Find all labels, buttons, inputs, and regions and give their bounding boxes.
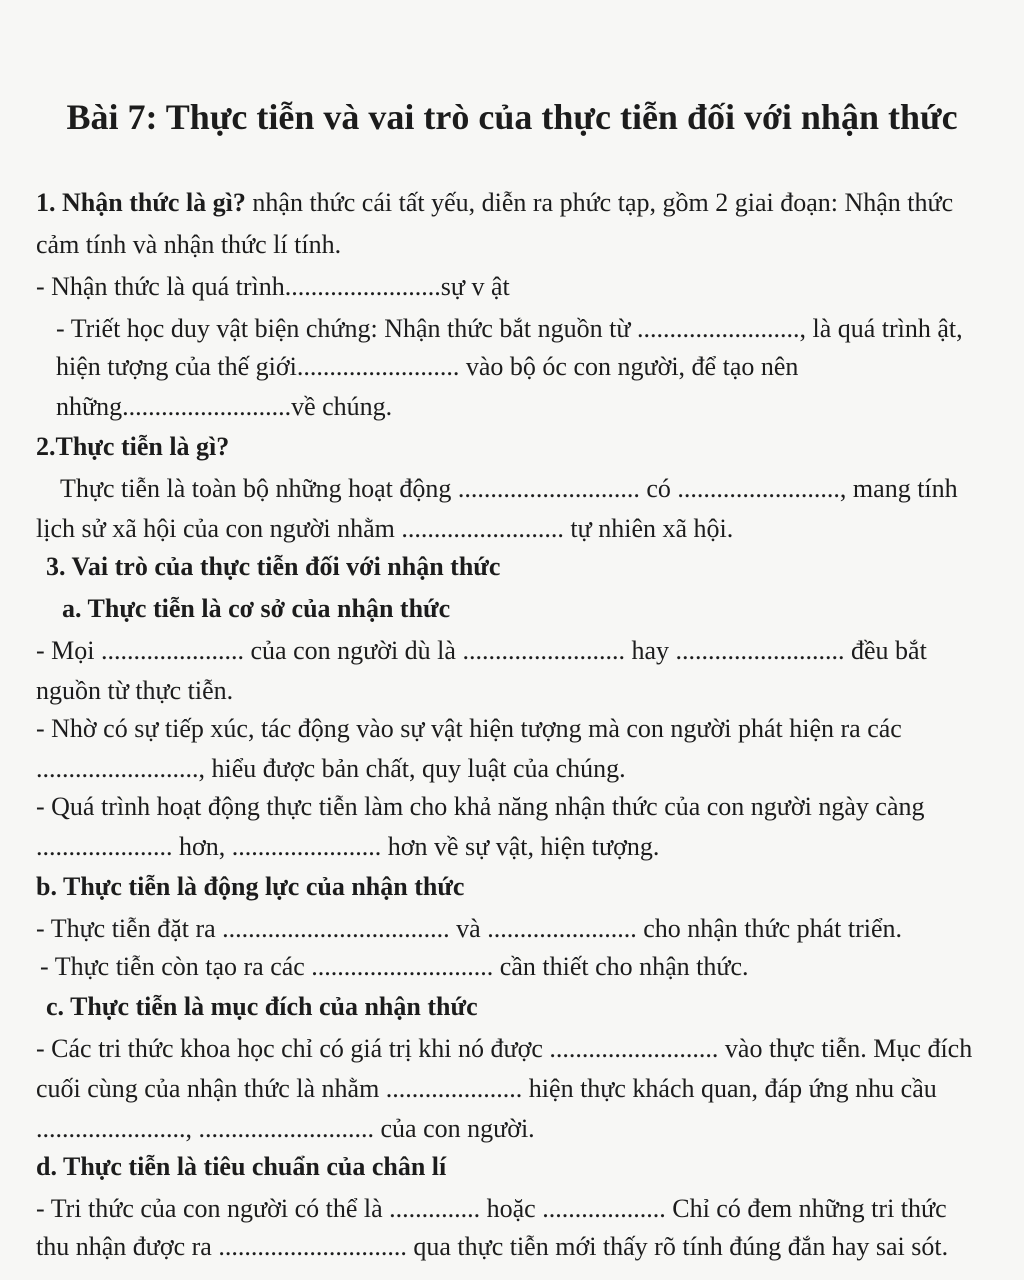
section-3a-line-5: - Quá trình hoạt động thực tiễn làm cho khả năng nhận thức của con người ngày càng	[36, 792, 925, 821]
section-1-line-5: hiện tượng của thế giới......................... vào bộ óc con người, để tạo nên	[56, 352, 799, 381]
section-2-line-1: Thực tiễn là toàn bộ những hoạt động ............................ có ........................., mang tính	[60, 474, 958, 503]
section-3c-line-1: - Các tri thức khoa học chỉ có giá trị khi nó được .......................... vào thực tiễn. Mục đích	[36, 1034, 973, 1063]
page-title: Bài 7: Thực tiễn và vai trò của thực tiễn đối với nhận thức	[66, 97, 958, 137]
section-3d-heading: d. Thực tiễn là tiêu chuẩn của chân lí	[36, 1152, 447, 1181]
section-1-line-4: - Triết học duy vật biện chứng: Nhận thức bắt nguồn từ ........................., là quá trình ật,	[56, 314, 963, 343]
section-3b-line-2: - Thực tiễn còn tạo ra các ............................ cần thiết cho nhận thức.	[40, 952, 749, 981]
section-1-intro-text: nhận thức cái tất yếu, diễn ra phức tạp, gồm 2 giai đoạn: Nhận thức	[245, 188, 954, 217]
section-3c-line-3: ......................., ........................... của con người.	[36, 1114, 535, 1143]
section-3a-line-2: nguồn từ thực tiễn.	[36, 676, 234, 705]
section-3b-heading: b. Thực tiễn là động lực của nhận thức	[36, 872, 465, 901]
section-3b-line-1: - Thực tiễn đặt ra ................................... và ....................... cho nhận thức phát triển.	[36, 914, 903, 943]
section-3d-line-2: thu nhận được ra ............................. qua thực tiễn mới thấy rõ tính đúng đắn hay sai sót.	[36, 1232, 949, 1261]
section-1-intro	[36, 186, 953, 220]
section-2-heading: 2.Thực tiễn là gì?	[36, 432, 230, 461]
section-3a-line-4: ........................., hiểu được bản chất, quy luật của chúng.	[36, 754, 626, 783]
section-3a-line-1: - Mọi ...................... của con người dù là ......................... hay .......................... đều bắt	[36, 636, 927, 665]
section-3-heading: 3. Vai trò của thực tiễn đối với nhận thức	[46, 552, 501, 581]
section-3c-heading: c. Thực tiễn là mục đích của nhận thức	[46, 992, 478, 1021]
section-3c-line-2: cuối cùng của nhận thức là nhằm ..................... hiện thực khách quan, đáp ứng nhu cầu	[36, 1074, 937, 1103]
section-1-line-6: những..........................về chúng.	[56, 392, 393, 421]
section-3a-line-3: - Nhờ có sự tiếp xúc, tác động vào sự vật hiện tượng mà con người phát hiện ra các	[36, 714, 902, 743]
section-1-line-2: cảm tính và nhận thức lí tính.	[36, 230, 342, 259]
section-3a-heading: a. Thực tiễn là cơ sở của nhận thức	[62, 594, 451, 623]
section-2-line-2: lịch sử xã hội của con người nhằm ......................... tự nhiên xã hội.	[36, 514, 734, 543]
section-3a-line-6: ..................... hơn, ....................... hơn về sự vật, hiện tượng.	[36, 832, 660, 861]
section-3d-line-1: - Tri thức của con người có thể là .............. hoặc ................... Chỉ có đem những tri thức	[36, 1194, 947, 1223]
section-1-line-3: - Nhận thức là quá trình........................sự v ật	[36, 272, 510, 301]
section-1-heading: 1. Nhận thức là gì?	[36, 188, 246, 217]
